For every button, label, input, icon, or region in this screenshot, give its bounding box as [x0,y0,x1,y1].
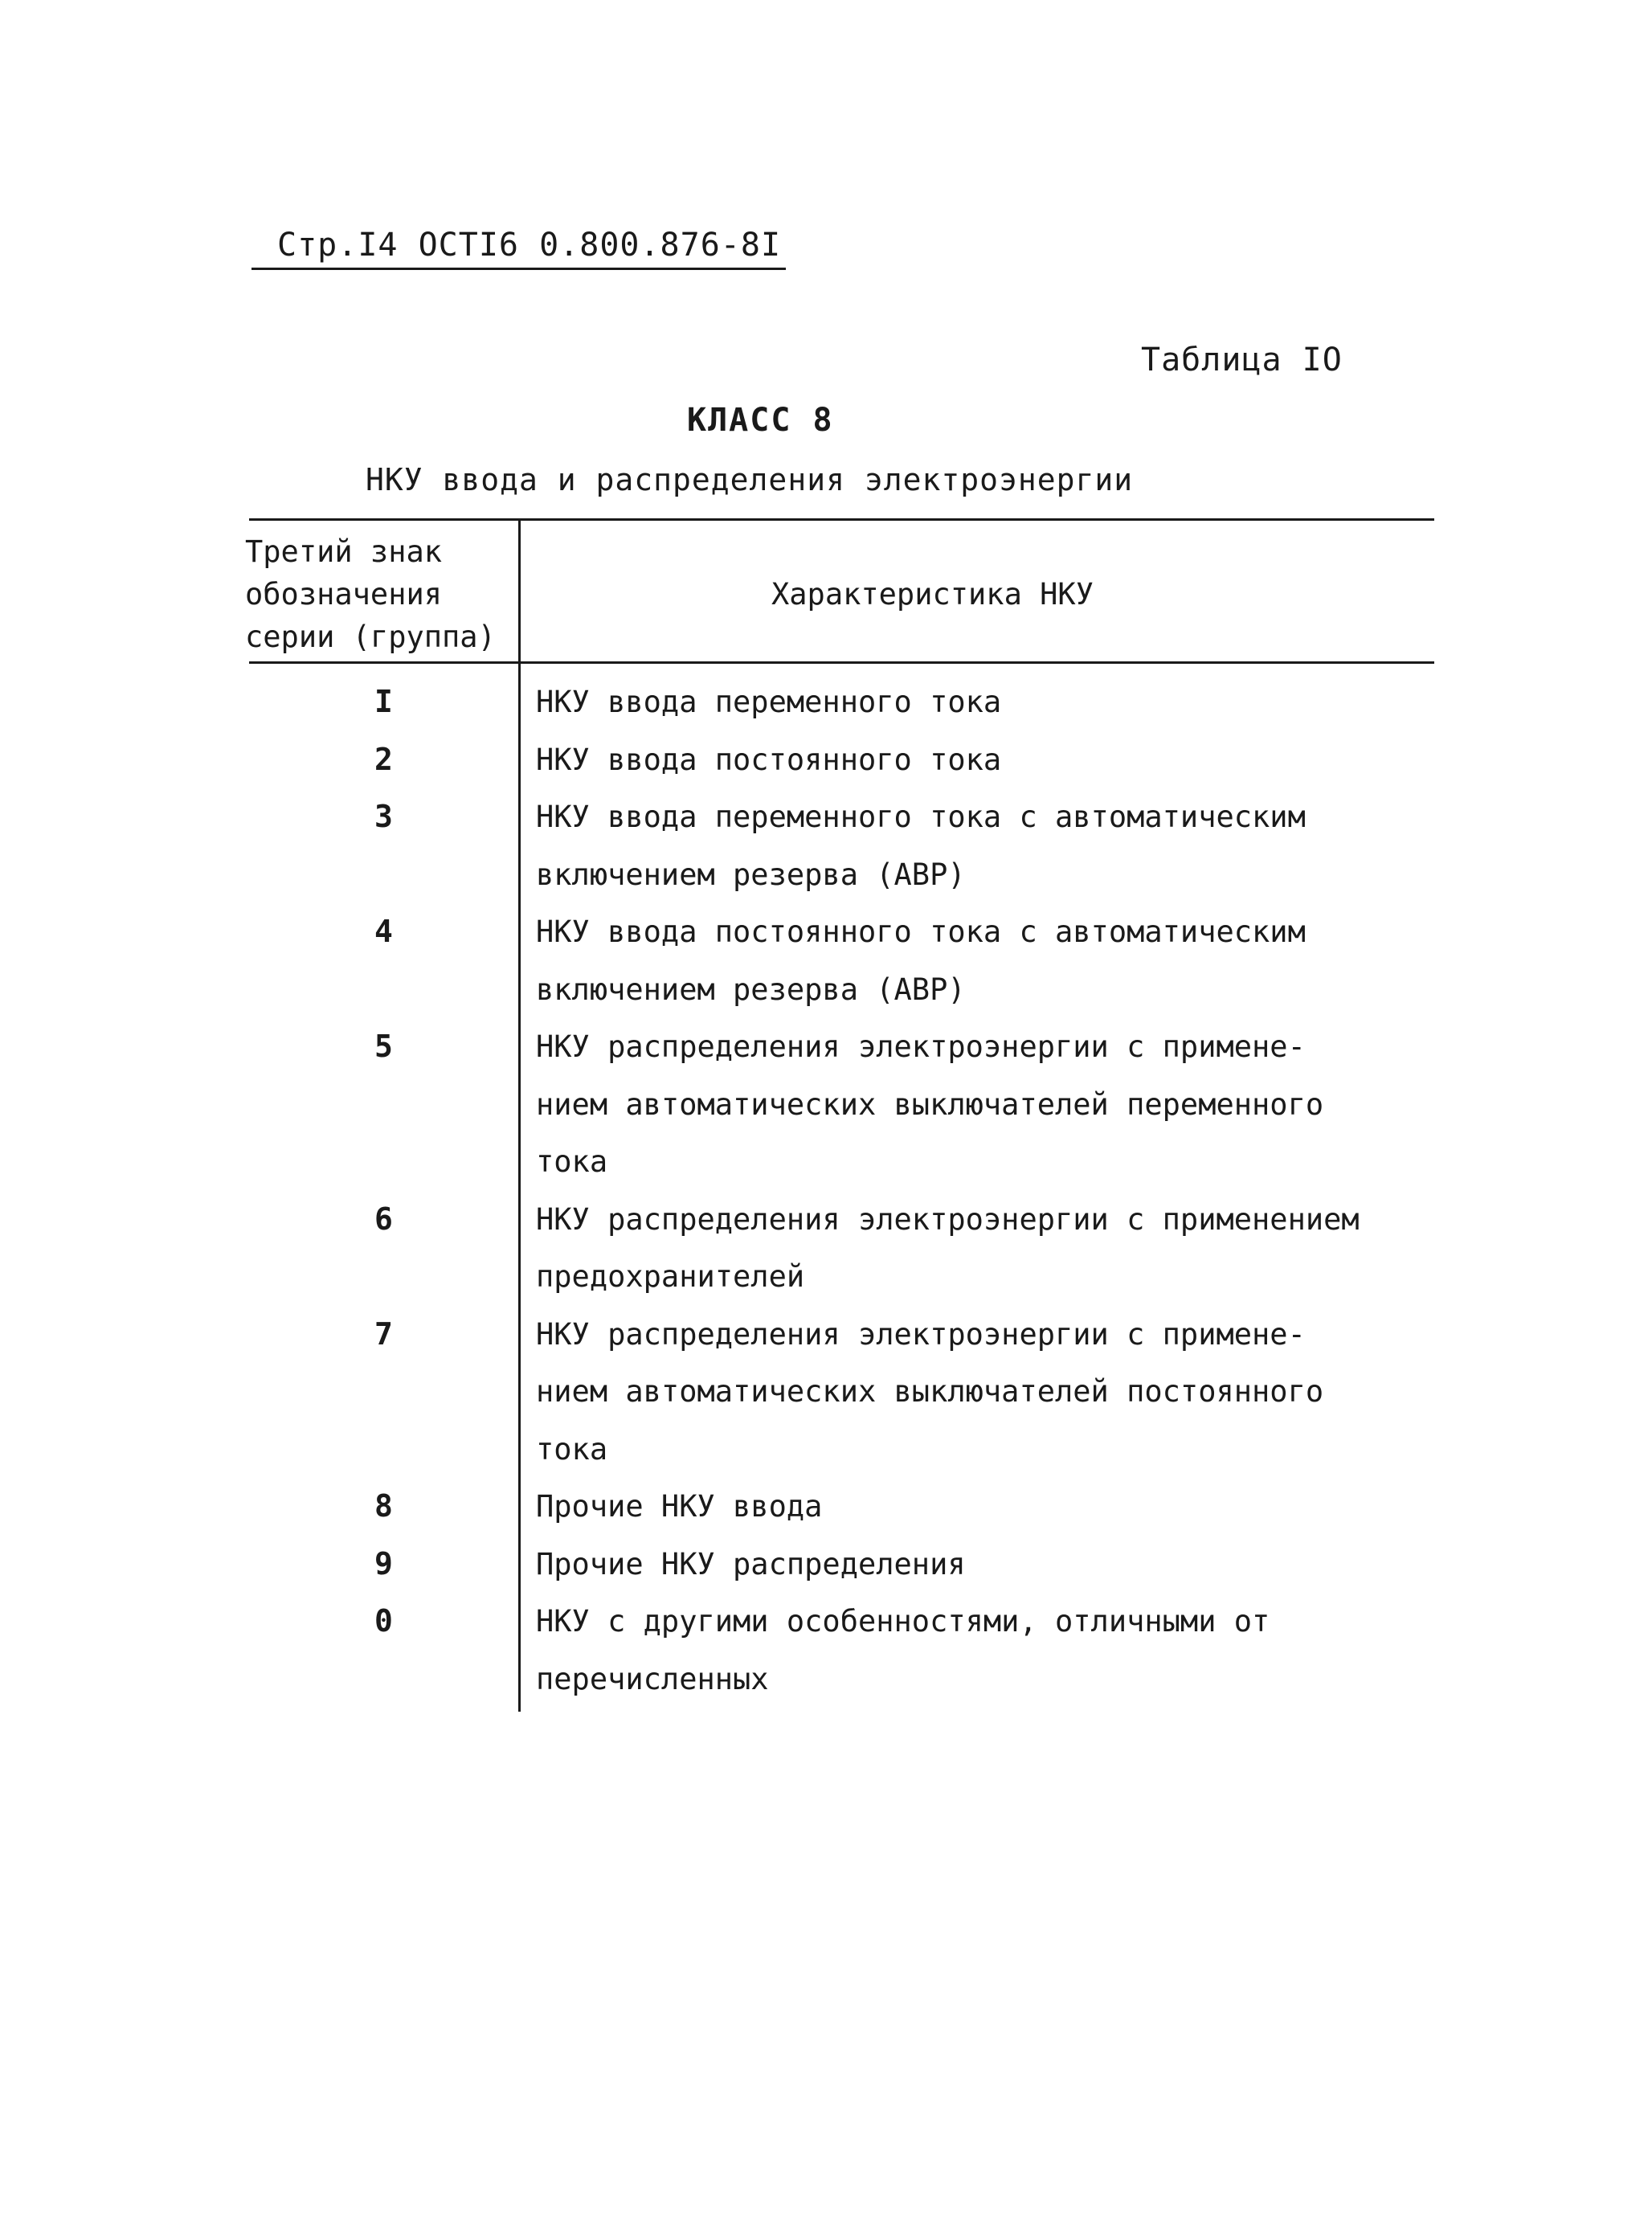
header-underline [251,268,786,270]
column-header-series-sign: Третий знак обозначения серии (группа) [245,534,496,654]
row-number: 3 [374,799,393,834]
row-description: НКУ ввода постоянного тока [536,742,1002,777]
table-body [249,673,1438,1708]
table-row [249,1018,1438,1191]
column-header-characteristic: Характеристика НКУ [771,577,1094,612]
row-number: 8 [374,1488,393,1524]
page-header: Стр.I4 ОСТI6 0.800.876-8I [277,227,782,264]
row-description: Прочие НКУ распределения [536,1546,966,1581]
row-number: 5 [374,1029,393,1064]
row-description: НКУ распределения электроэнергии с примене- нием автоматических выключателей постоянного тока [536,1316,1324,1467]
table-row [249,903,1438,1018]
row-description: НКУ ввода переменного тока [536,685,1002,719]
row-number: 7 [374,1315,393,1352]
row-description: НКУ распределения электроэнергии с применением предохранителей [536,1201,1360,1294]
table-row [249,1478,1438,1536]
class-title: КЛАСС 8 [687,402,834,439]
table-row [249,1306,1438,1479]
table-row [249,788,1438,903]
table-number-label: Таблица IO [1141,342,1343,378]
row-description: НКУ распределения электроэнергии с примене- нием автоматических выключателей переменного тока [536,1029,1324,1179]
row-number: 6 [374,1201,393,1237]
table-row [249,673,1438,731]
row-number: 2 [374,741,393,777]
row-description: НКУ ввода переменного тока с автоматическим включением резерва (АВР) [536,800,1306,892]
row-description: НКУ ввода постоянного тока с автоматическим включением резерва (АВР) [536,915,1306,1007]
table-row [249,1536,1438,1594]
row-number: 0 [374,1603,393,1639]
row-number: I [374,684,393,719]
row-number: 9 [374,1545,393,1581]
table-top-rule [249,518,1434,521]
table-row [249,1593,1438,1708]
table-subtitle: НКУ ввода и распределения электроэнергии [366,462,1134,497]
table-header-rule [249,661,1434,664]
row-description: Прочие НКУ ввода [536,1489,823,1524]
row-description: НКУ с другими особенностями, отличными от перечисленных [536,1604,1270,1696]
table-row [249,1191,1438,1306]
table-row [249,731,1438,789]
row-number: 4 [374,914,393,949]
